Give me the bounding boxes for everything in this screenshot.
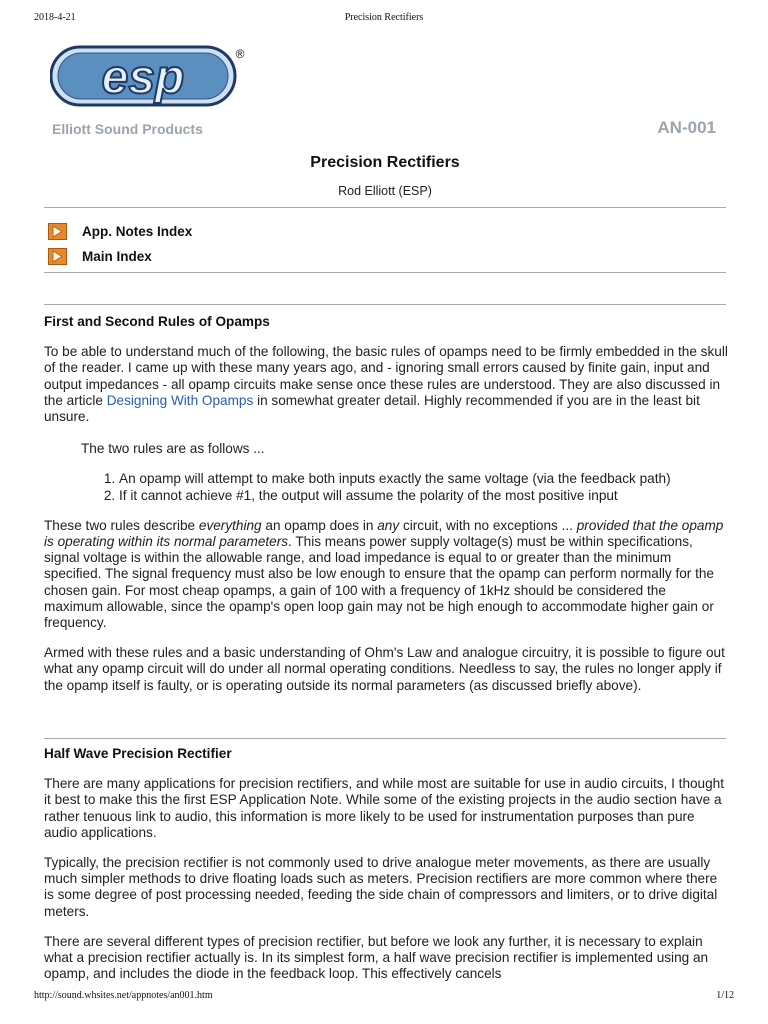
paragraph [44,518,728,631]
divider [44,304,726,305]
text: an opamp does in [261,517,378,533]
emphasis: provided that the opamp is operating within its normal parameters [44,517,724,550]
brand-row [50,118,718,145]
list-item: 1. An opamp will attempt to make both inputs exactly the same voltage (via the feedback path) [119,471,679,487]
section-heading: Half Wave Precision Rectifier [44,746,232,761]
divider [44,272,726,273]
nav-label: Main Index [82,248,152,264]
print-title: Precision Rectifiers [344,12,424,23]
text: To be able to understand much of the following, the basic rules of opamps need to be firmly embedded in the skull of the reader. I came up with these many years ago, and - ignoring small errors caused by finite gain, input and output impedances - all opamp circuits make sense once these rules are understood. They are also discussed in the article [44,344,728,408]
print-header [34,12,734,28]
paragraph: There are several different types of precision rectifier, but before we look any further, it is necessary to explain what a precision rectifier actually is. In its simplest form, a half wave precision rectifier is implemented using an opamp, and includes the diode in the feedback loop. This effectively cancels [44,933,709,982]
text: . This means power supply voltage(s) must be within specifications, signal voltage is within the allowable range, and load impedance is equal to or greater than the minimum specified. The signal frequency must also be low enough to ensure that the opamp can perform normally for the chosen gain. For most cheap opamps, a gain of 100 with a frequency of 1kHz should be considered the maximum allowable, since the opamp's open loop gain may not be high enough to accommodate higher gain or frequency. [44,534,714,631]
nav-label: App. Notes Index [82,223,193,239]
emphasis: any [377,517,400,533]
emphasis: everything [198,517,262,533]
divider [44,738,726,739]
print-url: http://sound.whsites.net/appnotes/an001.htm [34,990,213,1001]
rules-list [44,471,679,503]
page-number: 1/12 [716,990,734,1001]
esp-logo[interactable] [50,44,250,108]
text: in somewhat greater detail. Highly recommended if you are in the least bit unsure. [44,392,700,425]
page-title: Precision Rectifiers [310,154,460,171]
list-item: 2. If it cannot achieve #1, the output will assume the polarity of the most positive input [119,488,679,504]
document-code: AN-001 [657,118,716,137]
paragraph: Typically, the precision rectifier is not commonly used to drive analogue meter movements, as there are usually much simpler methods to drive floating loads such as meters. Precision rectifiers are more common where there is some degree of post processing needed, feeding the side chain of compressors and limiters, or to drive digital meters. [44,855,718,919]
nav-main-index[interactable] [48,246,152,266]
print-date: 2018-4-21 [34,12,76,23]
brand-name: Elliott Sound Products [52,121,203,137]
section-half-wave [44,746,728,982]
paragraph [44,344,728,425]
rules-intro: The two rules are as follows ... [81,441,265,457]
paragraph: There are many applications for precision rectifiers, and while most are suitable for use in audio circuits, I thought it best to make this the first ESP Application Note. While some of the existing projects in the audio section have a rather tenuous link to audio, this information is more likely to be used for instrumentation purposes than pure audio applications. [44,776,725,840]
print-footer [34,990,734,1006]
text: These two rules describe [44,517,199,533]
arrow-right-icon [48,223,67,240]
divider [44,207,726,208]
text: circuit, with no exceptions ... [399,517,577,533]
author: Rod Elliott (ESP) [338,184,432,198]
section-heading: First and Second Rules of Opamps [44,314,270,329]
paragraph: Armed with these rules and a basic understanding of Ohm's Law and analogue circuitry, it is possible to figure out what any opamp circuit will do under all normal operating conditions. Needless to say, the rules no longer apply if the opamp itself is faulty, or is operating outside its normal parameters (as discussed briefly above). [44,645,725,693]
designing-with-opamps-link[interactable]: Designing With Opamps [106,392,254,408]
arrow-right-icon [48,248,67,265]
logo-text: esp [101,51,185,104]
section-opamp-rules [44,314,728,694]
nav-app-notes-index[interactable] [48,221,192,241]
registered-mark: ® [235,47,245,61]
